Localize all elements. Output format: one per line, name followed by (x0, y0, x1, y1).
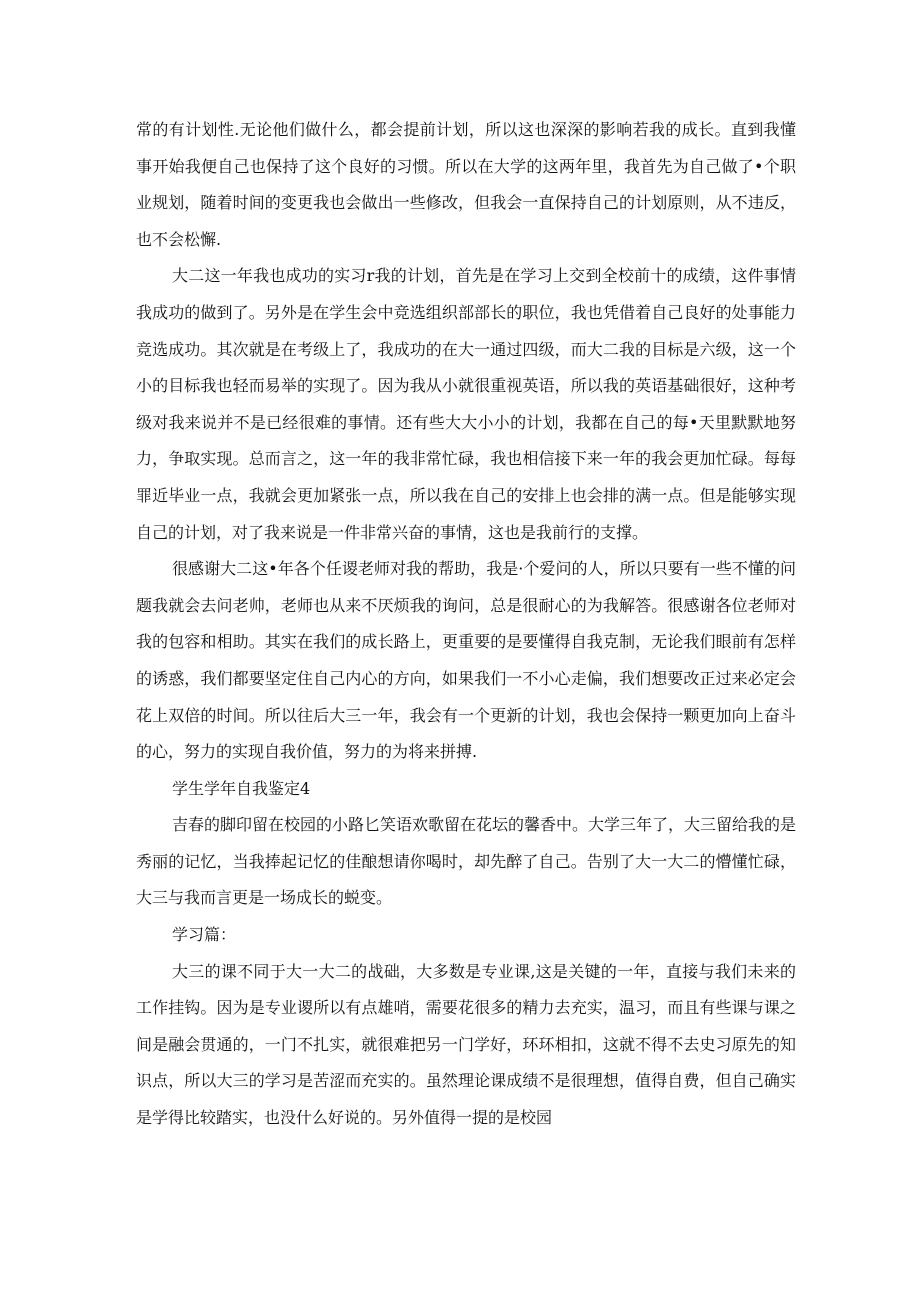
section-heading-self-assessment-4: 学生学年自我鉴定4 (172, 778, 311, 798)
paragraph-3: 很感谢大二这•年各个任谡老师对我的帮助，我是·个爱问的人，所以只要有一些不懂的问题我就会去问老帅，老师也从来不厌烦我的询问，总是很耐心的为我解答。很感谢各位老师对我的包容和相助。其实在我们的成长路上，更重要的是要懂得自我克制，无论我们眼前有怎样的诱惑，我们都要坚定住自己内心的方向，如果我们一不小心走偏，我们想要改正过来必定会花上双倍的时间。所以往后大三一年，我会有一个更新的计划，我也会保持一颗更加向上奋斗的心，努力的实现自我价值，努力的为将来拼搏. (136, 559, 796, 762)
paragraph-4: 吉春的脚印留在校园的小路匕笑语欢歌留在花坛的馨香中。大学三年了，大三留给我的是秀丽的记忆，当我捧起记忆的佳酿想请你喝时，却先醉了自己。告别了大一大二的懵懂忙碌，大三与我而言更是一场成长的蜕变。 (136, 815, 797, 908)
document-page (136, 112, 796, 1137)
paragraph-5: 大三的课不同于大一大二的战础，大多数是专业课,这是关键的一年，直接与我们未来的工作挂钩。因为是专业谡所以有点雄哨，需要花很多的精力去充实，温习，而且有些课与课之间是融会贯通的，一门不扎实，就很难把另一门学好，环环相扣，这就不得不去史习原先的知识点，所以大三的学习是苦涩而充实的。虽然理论课成绩不是很理想，值得自费，但自己确实是学得比较踏实，也没什么好说的。另外值得一提的是校园 (136, 961, 796, 1128)
section-heading-study: 学习篇： (172, 925, 237, 945)
paragraph-1: 常的有计划性.无论他们做什么，都会提前计划，所以这也深深的影响若我的成长。直到我懂事开始我便自己也保持了这个良好的习惯。所以在大学的这两年里，我首先为自己做了•个职业规划，随着时间的变更我也会做出一些修改，但我会一直保持自己的计划原则，从不违反，也不会松懈. (136, 120, 796, 249)
paragraph-2: 大二这一年我也成功的实习r我的计划，首先是在学习上交到全校前十的成绩，这件事情我成功的做到了。另外是在学生会中竞选组织部部长的职位，我也凭借着自己良好的处事能力竞选成功。其次就是在考级上了，我成功的在大一通过四级，而大二我的目标是六级，这一个小的目标我也轻而易举的实现了。因为我从小就很重视英语，所以我的英语基础很好，这种考级对我来说并不是已经很难的事情。还有些大大小小的计划，我都在自己的每•天里默默地努力，争取实现。总而言之，这一年的我非常忙碌，我也相信接下来一年的我会更加忙碌。每每罪近毕业一点，我就会更加紧张一点，所以我在自己的安排上也会排的满一点。但是能够实现自己的计划，对了我来说是一件非常兴奋的事情，这也是我前行的支撑。 (136, 266, 796, 542)
